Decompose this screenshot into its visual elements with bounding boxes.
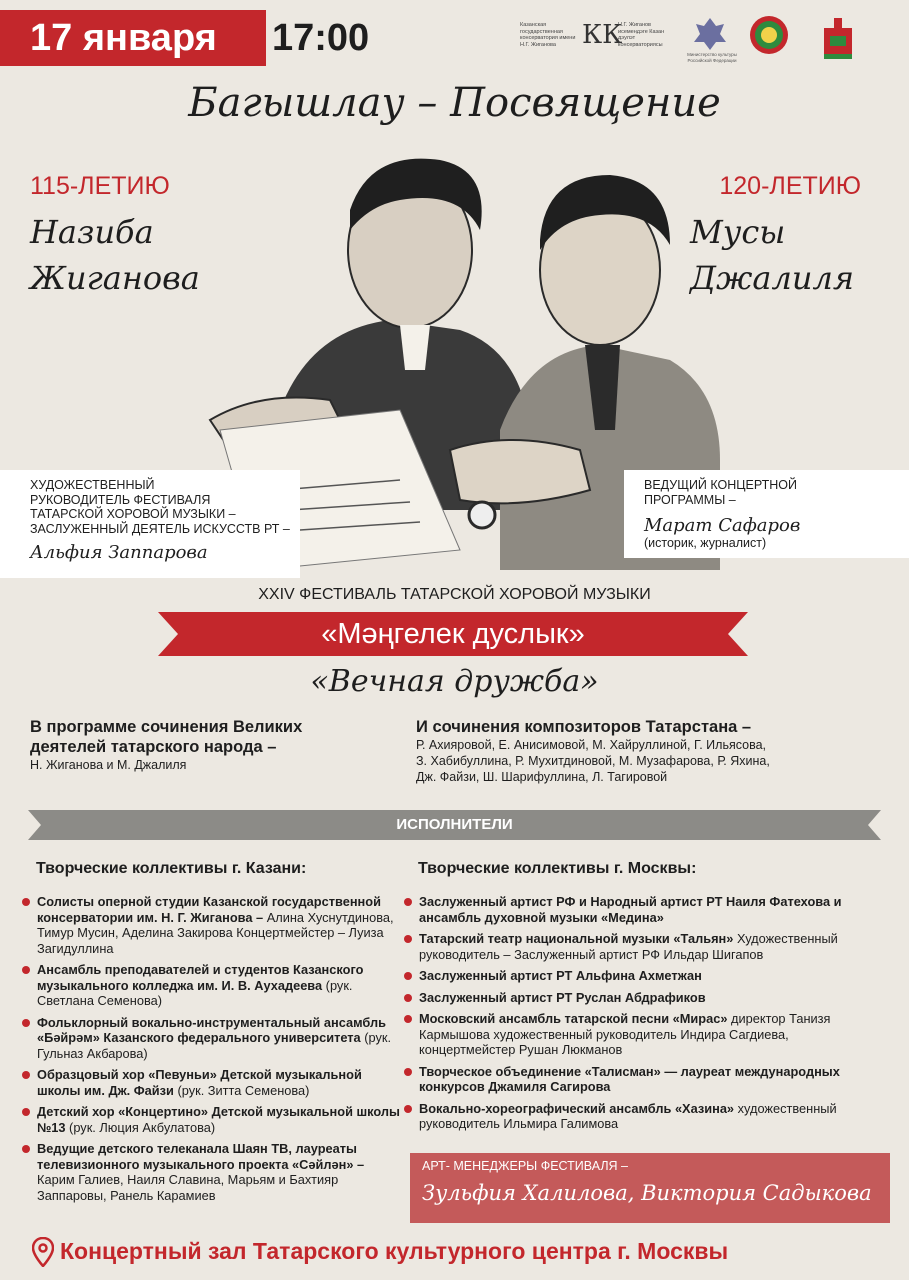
- list-item-title: Творческое объединение «Талисман» — лауреат международных конкурсов Джамиля Сагирова: [419, 1063, 840, 1094]
- list-item: [22, 1104, 400, 1135]
- kazan-list: [22, 894, 400, 1209]
- list-item: [404, 931, 886, 962]
- list-item-details: (рук. Зитта Семенова): [173, 1082, 310, 1098]
- list-item-details: Алина Хуснутдинова, Тимур Мусин, Аделина Закирова Концертмейстер – Луиза Загидуллина: [37, 909, 394, 956]
- festival-name: XXIV ФЕСТИВАЛЬ ТАТАРСКОЙ ХОРОВОЙ МУЗЫКИ: [258, 586, 651, 603]
- host-name: Марат Сафаров: [644, 515, 801, 536]
- host-role: (историк, журналист): [644, 536, 767, 550]
- list-item-title: Детский хор «Концертино» Детской музыкальной школы №13: [37, 1104, 400, 1135]
- list-item-title: Московский ансамбль татарской песни «Мирас»: [419, 1011, 728, 1026]
- art-director-line4: ЗАСЛУЖЕННЫЙ ДЕЯТЕЛЬ ИСКУССТВ РТ –: [30, 521, 290, 536]
- moscow-list: [404, 894, 886, 1138]
- list-item-title: Фольклорный вокально-инструментальный ансамбль «Бәйрәм» Казанского федерального университета: [37, 1014, 386, 1045]
- list-item-title: Татарский театр национальной музыки «Тальян»: [419, 931, 734, 946]
- list-item-title: Заслуженный артист РФ и Народный артист РТ Наиля Фатехова и ансамбль духовной музыки «Медина»: [419, 894, 842, 925]
- program-left-heading-1: В программе сочинения Великих: [30, 718, 303, 736]
- list-item: [22, 1067, 400, 1098]
- list-item: [22, 1141, 400, 1203]
- art-director-line1: ХУДОЖЕСТВЕННЫЙ: [30, 478, 155, 492]
- art-managers-box: [410, 1153, 890, 1223]
- left-person-name-2: Жиганова: [30, 259, 200, 297]
- museum-logo-text: Н.Г. Жиганов исемендэге Казан дэулэт консерваториясы: [618, 22, 665, 48]
- list-item: [404, 1011, 886, 1058]
- host-line2: ПРОГРАММЫ –: [644, 492, 736, 507]
- art-director-name: Альфия Заппарова: [30, 542, 208, 563]
- program-right-heading: И сочинения композиторов Татарстана –: [416, 718, 752, 736]
- right-person-name-1: Мусы: [690, 213, 786, 251]
- art-managers-label: АРТ- МЕНЕДЖЕРЫ ФЕСТИВАЛЯ –: [422, 1159, 628, 1173]
- art-managers-names: Зульфия Халилова, Виктория Садыкова: [422, 1181, 872, 1205]
- list-item-details: Карим Галиев, Наиля Славина, Марьям и Бахтияр Заппаровы, Ранель Карамиев: [37, 1172, 339, 1203]
- moscow-heading: Творческие коллективы г. Москвы:: [418, 860, 697, 877]
- program-left-text: Н. Жиганова и М. Джалиля: [30, 758, 187, 772]
- list-item-details: (рук. Люция Акбулатова): [65, 1119, 216, 1135]
- list-item-details: (рук. Гульназ Акбарова): [37, 1030, 392, 1061]
- left-anniversary: 115-ЛЕТИЮ: [30, 172, 170, 200]
- list-item-title: Вокально-хореографический ансамбль «Хазина»: [419, 1100, 735, 1116]
- list-item: [22, 1015, 400, 1062]
- list-item: [404, 990, 886, 1006]
- left-person-name-1: Назиба: [30, 213, 154, 251]
- program-right-line3: Дж. Файзи, Ш. Шарифуллина, Л. Тагировой: [416, 770, 668, 784]
- right-person-name-2: Джалиля: [690, 259, 855, 297]
- list-item-title: Заслуженный артист РТ Руслан Абдрафиков: [419, 989, 706, 1005]
- list-item: [404, 968, 886, 984]
- host-box: [624, 470, 909, 558]
- festival-title-tatar: «Мәңгелек дуслык»: [321, 618, 585, 650]
- list-item-details: (рук. Светлана Семенова): [37, 977, 353, 1008]
- list-item: [22, 962, 400, 1009]
- venue-text: Концертный зал Татарского культурного центра г. Москвы: [60, 1238, 729, 1264]
- kazan-heading: Творческие коллективы г. Казани:: [36, 860, 307, 877]
- host-line1: ВЕДУЩИЙ КОНЦЕРТНОЙ: [644, 478, 798, 492]
- list-item-details: директор Танизя Кармышова художественный руководитель Индира Сагдиева, концертмейстер Рушан Люкманов: [419, 1011, 831, 1057]
- moscow-autonomy-emblem-icon: [818, 14, 858, 60]
- program-right-line2: З. Хабибуллина, Р. Мухитдиновой, М. Музафарова, Р. Яхина,: [416, 754, 770, 768]
- program-left-heading-2: деятелей татарского народа –: [30, 738, 277, 756]
- list-item-details: художественный руководитель Ильмира Галимова: [419, 1100, 837, 1131]
- program-right: [416, 717, 886, 785]
- list-item-title: Солисты оперной студии Казанской государственной консерватории им. Н. Г. Жиганова –: [37, 894, 381, 925]
- event-time: 17:00: [272, 17, 370, 59]
- art-director-line3: ТАТАРСКОЙ ХОРОВОЙ МУЗЫКИ –: [30, 507, 236, 521]
- conservatory-logo-text: Казанская государственная консерватория имени Н.Г. Жиганова: [520, 22, 576, 48]
- list-item: [22, 894, 400, 956]
- list-item: [404, 1064, 886, 1095]
- date-badge: 17 января: [0, 10, 266, 66]
- list-item-title: Ведущие детского телеканала Шаян ТВ, лауреаты телевизионного музыкального проекта «Сәйлән» –: [37, 1141, 365, 1172]
- location-pin-icon: [32, 1237, 54, 1267]
- page-title: Багышлау – Посвящение: [188, 80, 721, 126]
- list-item: [404, 894, 886, 925]
- program-left: [30, 717, 390, 773]
- ministry-logo-text: Министерство культуры Российской Федерации: [687, 52, 737, 63]
- ministry-emblem-icon: [690, 16, 730, 52]
- festival-title-russian: «Вечная дружба»: [310, 664, 599, 699]
- list-item-details: Художественный руководитель – Заслуженный артист РФ Ильдар Шигапов: [419, 931, 838, 962]
- list-item: [404, 1101, 886, 1132]
- conservatory-monogram: КК: [582, 20, 623, 50]
- performers-label: ИСПОЛНИТЕЛИ: [396, 816, 513, 833]
- program-right-line1: Р. Ахияровой, Е. Анисимовой, М. Хайруллиной, Г. Ильясова,: [416, 738, 766, 752]
- tatarstan-emblem-icon: [748, 14, 790, 56]
- art-director-line2: РУКОВОДИТЕЛЬ ФЕСТИВАЛЯ: [30, 492, 211, 507]
- art-director-box: [0, 470, 300, 578]
- list-item-title: Ансамбль преподавателей и студентов Казанского музыкального колледжа им. И. В. Аухадеева: [37, 962, 364, 993]
- list-item-title: Заслуженный артист РТ Альфина Ахметжан: [419, 968, 702, 983]
- list-item-title: Образцовый хор «Певуньи» Детской музыкальной школы им. Дж. Файзи: [37, 1067, 362, 1098]
- right-anniversary: 120-ЛЕТИЮ: [719, 172, 861, 200]
